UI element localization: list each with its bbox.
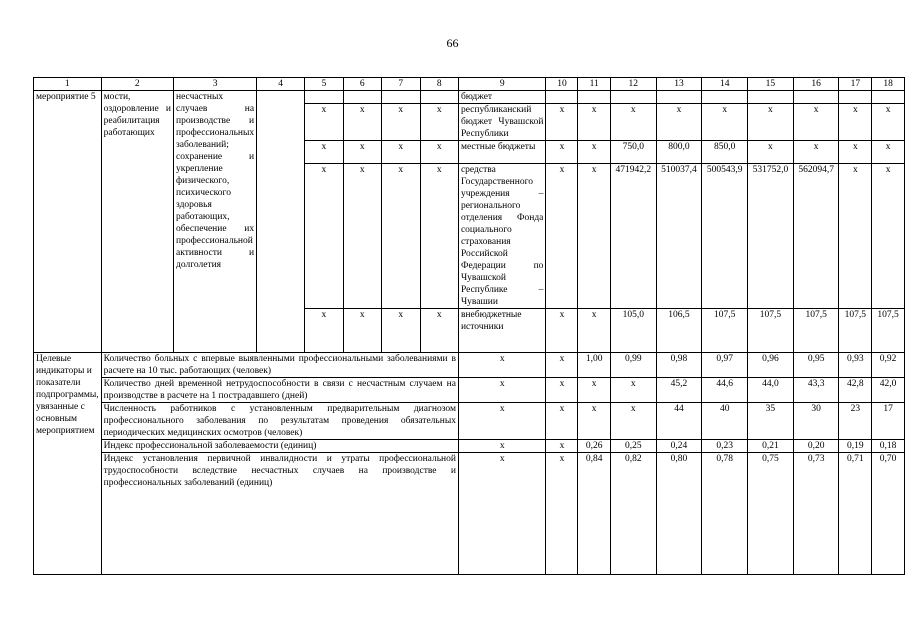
table-cell: х	[578, 164, 610, 309]
table-cell	[793, 91, 839, 104]
table-cell: 107,5	[839, 309, 872, 353]
indicator-name: Индекс профессиональной заболеваемости (единиц)	[101, 440, 458, 453]
header-cell: 17	[839, 78, 872, 91]
table-cell: 107,5	[702, 309, 748, 353]
table-cell: 0,82	[610, 453, 656, 575]
table-cell: х	[748, 141, 794, 164]
table-cell: 0,97	[702, 353, 748, 378]
table-cell: 562094,7	[793, 164, 839, 309]
header-cell: 10	[546, 78, 578, 91]
header-cell: 13	[656, 78, 702, 91]
table-cell: х	[610, 403, 656, 440]
table-cell: х	[546, 353, 578, 378]
table-cell	[305, 91, 343, 104]
table-cell: х	[793, 104, 839, 141]
table-cell: 0,98	[656, 353, 702, 378]
event-label: мероприятие 5	[34, 91, 102, 353]
table-cell: х	[578, 309, 610, 353]
table-cell: х	[578, 104, 610, 141]
table-cell: 0,73	[793, 453, 839, 575]
table-cell: 107,5	[872, 309, 905, 353]
table-cell: х	[305, 104, 343, 141]
table-cell: 0,70	[872, 453, 905, 575]
table-cell	[656, 91, 702, 104]
header-cell: 8	[420, 78, 458, 91]
header-cell: 15	[748, 78, 794, 91]
table-cell: 44,0	[748, 378, 794, 403]
table-cell: х	[343, 309, 381, 353]
header-cell: 11	[578, 78, 610, 91]
header-row	[34, 78, 905, 91]
table-cell: х	[420, 104, 458, 141]
table-cell: 471942,2	[610, 164, 656, 309]
table-cell: х	[546, 453, 578, 575]
table-cell: 42,8	[839, 378, 872, 403]
event-name: мости, оздоровление и реабилитация работающих	[101, 91, 173, 353]
header-cell: 18	[872, 78, 905, 91]
financing-row	[34, 91, 905, 104]
table-cell: х	[420, 141, 458, 164]
indicator-name: Индекс установления первичной инвалидности и утраты профессиональной трудоспособности вследствие несчастных случаев на производстве и профессиональных заболеваний (единиц)	[101, 453, 458, 575]
table-cell: 107,5	[748, 309, 794, 353]
table-cell: х	[343, 141, 381, 164]
table-cell	[610, 91, 656, 104]
table-cell: 0,24	[656, 440, 702, 453]
table-cell: х	[343, 104, 381, 141]
table-cell	[546, 91, 578, 104]
table-cell: х	[420, 164, 458, 309]
table-cell: х	[839, 164, 872, 309]
header-cell: 9	[458, 78, 545, 91]
table-cell: х	[382, 141, 420, 164]
table-cell: 750,0	[610, 141, 656, 164]
table-cell: х	[343, 164, 381, 309]
table-cell: х	[546, 309, 578, 353]
table-cell: 105,0	[610, 309, 656, 353]
table-cell: х	[578, 141, 610, 164]
header-cell: 4	[257, 78, 305, 91]
table-cell: 0,99	[610, 353, 656, 378]
header-cell: 12	[610, 78, 656, 91]
table-cell	[702, 91, 748, 104]
table-cell	[343, 91, 381, 104]
indicator-row	[34, 378, 905, 403]
header-cell: 16	[793, 78, 839, 91]
header-cell: 7	[382, 78, 420, 91]
header-cell: 2	[101, 78, 173, 91]
table-cell: 531752,0	[748, 164, 794, 309]
header-cell: 3	[174, 78, 257, 91]
funding-source: республиканский бюджет Чувашской Республики	[458, 104, 545, 141]
funding-source: средства Государственного учреждения – регионального отделения Фонда социального страхования Российской Федерации по Чувашской Республике – Чувашии	[458, 164, 545, 309]
table-cell: х	[610, 104, 656, 141]
table-cell: 45,2	[656, 378, 702, 403]
table-cell: х	[458, 378, 545, 403]
table-cell: 23	[839, 403, 872, 440]
responsible-cell	[257, 91, 305, 353]
table-cell: 1,00	[578, 353, 610, 378]
table-cell: х	[546, 141, 578, 164]
table-cell: х	[839, 141, 872, 164]
table-cell: 0,18	[872, 440, 905, 453]
indicator-row	[34, 403, 905, 440]
table-cell: 0,71	[839, 453, 872, 575]
table-cell	[748, 91, 794, 104]
event-goal: несчастных случаев на производстве и профессиональных заболеваний; сохранение и укрепление физического, психического здоровья работающих, обеспечение их профессиональной активности и долголетия	[174, 91, 257, 353]
table-cell: 0,23	[702, 440, 748, 453]
header-cell: 1	[34, 78, 102, 91]
indicator-row	[34, 353, 905, 378]
table-cell: 0,80	[656, 453, 702, 575]
page-number: 66	[446, 36, 459, 50]
table-cell: х	[305, 309, 343, 353]
table-cell	[578, 91, 610, 104]
table-cell: 0,20	[793, 440, 839, 453]
table-cell: х	[546, 104, 578, 141]
table-cell: х	[656, 104, 702, 141]
indicator-name: Количество дней временной нетрудоспособности в связи с несчастным случаем на производстве в расчете на 1 пострадавшего (дней)	[101, 378, 458, 403]
table-cell: х	[546, 403, 578, 440]
indicator-name: Численность работников с установленным предварительным диагнозом профессионального заболевания по результатам проведения обязательных периодических медицинских осмотров (человек)	[101, 403, 458, 440]
table-cell: 106,5	[656, 309, 702, 353]
table-cell: х	[382, 164, 420, 309]
funding-source: местные бюджеты	[458, 141, 545, 164]
table-cell: 510037,4	[656, 164, 702, 309]
table-cell	[839, 91, 872, 104]
table-cell: х	[382, 309, 420, 353]
table-cell: 0,78	[702, 453, 748, 575]
table-cell: 44	[656, 403, 702, 440]
table-cell: х	[872, 104, 905, 141]
header-cell: 5	[305, 78, 343, 91]
table-cell: 0,25	[610, 440, 656, 453]
table-cell: х	[546, 440, 578, 453]
table-cell: х	[305, 141, 343, 164]
table-cell: х	[702, 104, 748, 141]
table-cell: х	[420, 309, 458, 353]
table-cell: х	[546, 164, 578, 309]
table-cell: 0,26	[578, 440, 610, 453]
table-cell: х	[546, 378, 578, 403]
table-cell: 800,0	[656, 141, 702, 164]
header-cell: 14	[702, 78, 748, 91]
table-cell: 0,93	[839, 353, 872, 378]
table-cell: 0,96	[748, 353, 794, 378]
table-cell: 42,0	[872, 378, 905, 403]
table-cell: 0,75	[748, 453, 794, 575]
table-cell	[420, 91, 458, 104]
table-cell: 107,5	[793, 309, 839, 353]
table-cell: 0,21	[748, 440, 794, 453]
funding-source: бюджет	[458, 91, 545, 104]
table-cell: 500543,9	[702, 164, 748, 309]
table-cell: х	[793, 141, 839, 164]
table-cell: 40	[702, 403, 748, 440]
table-cell: 44,6	[702, 378, 748, 403]
table-cell	[872, 91, 905, 104]
program-table	[33, 77, 905, 575]
table-cell: х	[839, 104, 872, 141]
table-cell: 17	[872, 403, 905, 440]
header-cell: 6	[343, 78, 381, 91]
table-cell: х	[458, 403, 545, 440]
table-cell: 30	[793, 403, 839, 440]
table-cell: 0,84	[578, 453, 610, 575]
table-cell: х	[458, 453, 545, 575]
table-cell: х	[458, 353, 545, 378]
table-cell: 0,92	[872, 353, 905, 378]
funding-source: внебюджетные источники	[458, 309, 545, 353]
target-indicators-label: Целевые индикаторы и показатели подпрограммы, увязанные с основным мероприятием	[34, 353, 102, 575]
table-cell: 850,0	[702, 141, 748, 164]
table-cell: х	[872, 141, 905, 164]
indicator-row	[34, 440, 905, 453]
indicator-row	[34, 453, 905, 575]
table-cell: х	[872, 164, 905, 309]
table-cell: 0,19	[839, 440, 872, 453]
table-cell: х	[458, 440, 545, 453]
table-cell: х	[578, 378, 610, 403]
table-cell: х	[578, 403, 610, 440]
table-cell	[382, 91, 420, 104]
table-cell: х	[305, 164, 343, 309]
indicator-name: Количество больных с впервые выявленными профессиональными заболеваниями в расчете на 10 тыс. работающих (человек)	[101, 353, 458, 378]
table-cell: 43,3	[793, 378, 839, 403]
table-cell: х	[748, 104, 794, 141]
table-cell: х	[382, 104, 420, 141]
table-cell: х	[610, 378, 656, 403]
table-cell: 35	[748, 403, 794, 440]
table-cell: 0,95	[793, 353, 839, 378]
